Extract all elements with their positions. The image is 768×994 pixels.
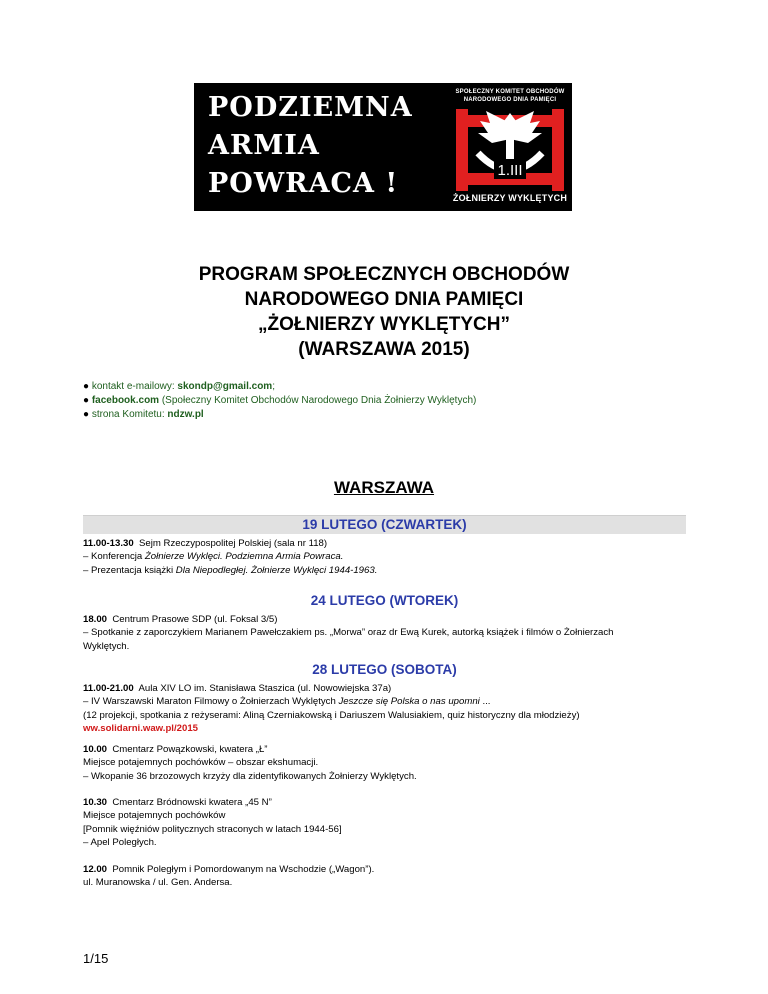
event-line: [Pomnik więźniów politycznych straconych w latach 1944-56] <box>83 823 342 835</box>
day-header: 19 LUTEGO (CZWARTEK) <box>83 515 686 534</box>
banner-title <box>208 89 413 203</box>
event-block <box>83 682 693 735</box>
event-place: Aula XIV LO im. Stanisława Staszica (ul. Nowowiejska 37a) <box>138 683 392 694</box>
event-place: Cmentarz Bródnowski kwatera „45 N” <box>112 797 272 808</box>
emblem-date: 1.III <box>497 162 523 179</box>
contact-email <box>83 380 703 394</box>
event-line: Miejsce potajemnych pochówków <box>83 810 226 822</box>
event-time: 11.00-13.30 <box>83 538 134 549</box>
event-block <box>83 613 693 653</box>
event-line: – IV Warszawski Maraton Filmowy o Żołnierzach Wyklętych <box>83 696 339 708</box>
banner-title-line: PODZIEMNA <box>208 92 413 123</box>
event-line: – Apel Poległych. <box>83 836 157 848</box>
event-line: – Spotkanie z zaporczykiem Marianem Pawełczakiem ps. „Morwa” oraz dr Ewą Kurek, autorką książek i filmów o Żołnierzach <box>83 627 614 639</box>
emblem-top-text <box>448 88 572 104</box>
emblem-bottom-text: ŻOŁNIERZY WYKLĘTYCH <box>452 193 568 203</box>
event-line: Miejsce potajemnych pochówków – obszar ekshumacji. <box>83 757 319 769</box>
event-line: – Wkopanie 36 brzozowych krzyży dla zidentyfikowanych Żołnierzy Wyklętych. <box>83 770 417 782</box>
facebook-description: (Społeczny Komitet Obchodów Narodowego Dnia Żołnierzy Wyklętych) <box>159 395 477 406</box>
site-link[interactable]: ndzw.pl <box>167 409 204 420</box>
event-time: 10.30 <box>83 797 108 808</box>
page-title <box>0 262 768 362</box>
event-time: 10.00 <box>83 744 108 755</box>
bullet-icon: ● <box>83 409 90 420</box>
email-suffix: ; <box>272 381 275 392</box>
event-line: (12 projekcji, spotkania z reżyserami: Aliną Czerniakowską i Dariuszem Walusiakiem, quiz historyczny dla młodzieży) <box>83 709 580 721</box>
event-line: ul. Muranowska / ul. Gen. Andersa. <box>83 877 233 889</box>
title-line: PROGRAM SPOŁECZNYCH OBCHODÓW <box>198 264 570 285</box>
banner-title-line: POWRACA ! <box>208 168 399 199</box>
site-label: strona Komitetu: <box>91 409 168 420</box>
event-website-link[interactable]: ww.solidarni.waw.pl/2015 <box>83 722 198 734</box>
event-line: – Konferencja <box>83 551 145 563</box>
title-line: „ŻOŁNIERZY WYKLĘTYCH” <box>258 314 510 335</box>
day-header: 24 LUTEGO (WTOREK) <box>310 593 459 608</box>
title-line: (WARSZAWA 2015) <box>298 339 470 360</box>
city-heading: WARSZAWA <box>333 478 435 497</box>
event-line: Wyklętych. <box>83 640 130 652</box>
committee-emblem <box>448 83 572 211</box>
event-block <box>83 863 693 890</box>
email-link[interactable]: skondp@gmail.com <box>177 381 273 392</box>
banner <box>194 83 572 211</box>
contact-facebook <box>83 394 703 408</box>
event-place: Centrum Prasowe SDP (ul. Foksal 3/5) <box>112 614 278 625</box>
page-number: 1/15 <box>83 951 109 966</box>
event-title: Żołnierze Wyklęci. Podziemna Armia Powraca. <box>144 551 344 563</box>
event-block <box>83 537 693 577</box>
contact-site <box>83 408 703 422</box>
event-block <box>83 743 693 783</box>
contact-list <box>83 380 703 422</box>
event-place: Sejm Rzeczypospolitej Polskiej (sala nr 118) <box>139 538 328 549</box>
title-line: NARODOWEGO DNIA PAMIĘCI <box>244 289 524 310</box>
event-place: Cmentarz Powązkowski, kwatera „Ł” <box>112 744 268 755</box>
bullet-icon: ● <box>83 381 90 392</box>
book-title: Dla Niepodległej. Żołnierze Wyklęci 1944-1963. <box>175 564 378 576</box>
event-place: Pomnik Poległym i Pomordowanym na Wschodzie („Wagon”). <box>112 864 375 875</box>
banner-title-line: ARMIA <box>208 130 320 161</box>
email-label: kontakt e-mailowy: <box>91 381 178 392</box>
emblem-top-line: NARODOWEGO DNIA PAMIĘCI <box>463 97 557 103</box>
event-time: 11.00-21.00 <box>83 683 134 694</box>
event-time: 12.00 <box>83 864 108 875</box>
event-line: – Prezentacja książki <box>83 564 176 576</box>
facebook-link[interactable]: facebook.com <box>91 395 160 406</box>
event-title: Jeszcze się Polska o nas upomni <box>338 696 480 708</box>
event-line: ... <box>479 696 491 708</box>
bullet-icon: ● <box>83 395 90 406</box>
event-block <box>83 796 693 849</box>
day-header: 28 LUTEGO (SOBOTA) <box>312 662 457 677</box>
eagle-anchor-icon <box>456 109 564 191</box>
event-time: 18.00 <box>83 614 108 625</box>
emblem-top-line: SPOŁECZNY KOMITET OBCHODÓW <box>455 89 565 95</box>
